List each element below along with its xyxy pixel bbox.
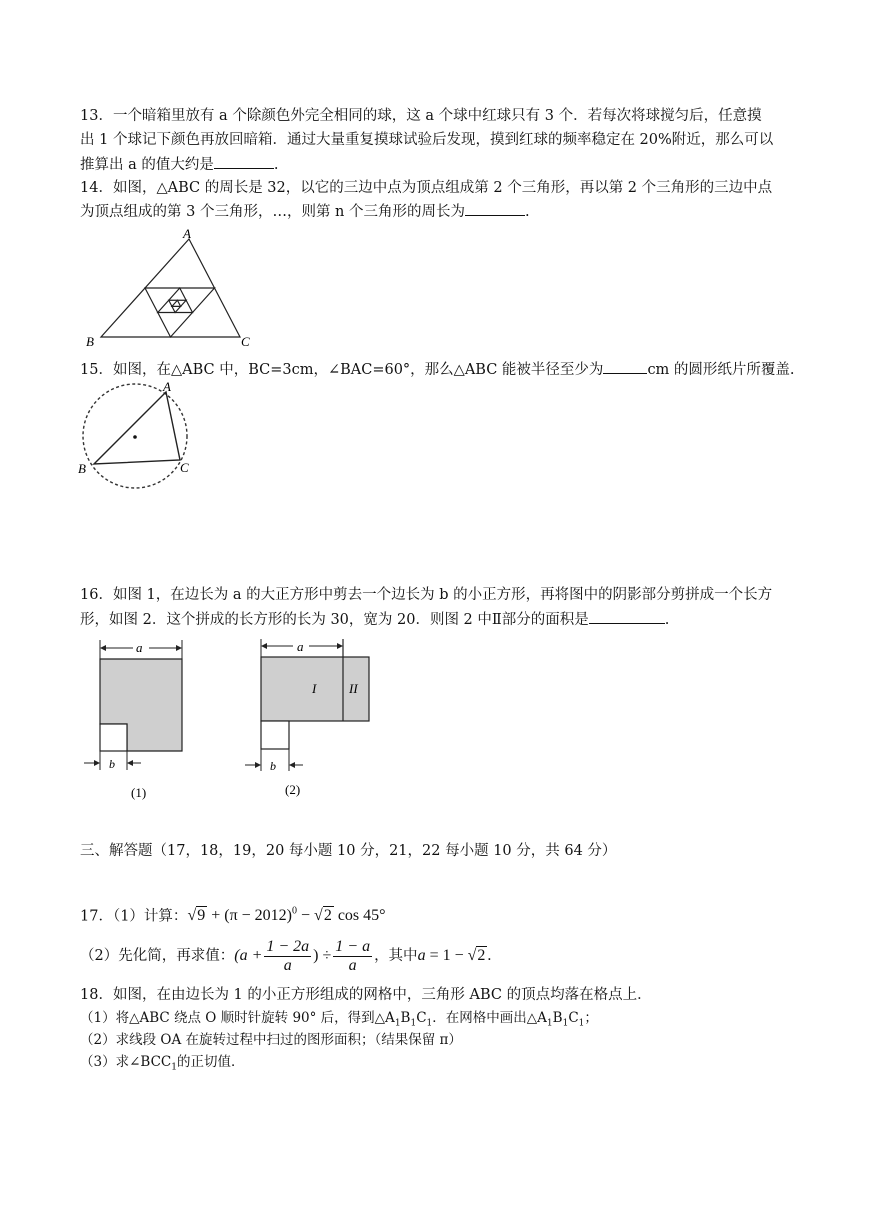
q17-frac2-num: 1 − a [335,937,371,955]
q18-p1-e: B [552,1010,563,1026]
q17-where: ，其中 [374,948,418,964]
q15-label-c: C [180,460,189,475]
q15-circle-triangle-figure [74,376,200,496]
q17-plus: + [211,907,221,925]
q18-part3 [80,1052,244,1078]
q15-triangle [94,392,180,464]
q18-p3-b: 的正切值． [176,1054,245,1070]
q18-p1-f: C [568,1010,579,1026]
q16-fig2-label-b: b [270,759,276,773]
q13-line3 [80,154,278,175]
q16-fig2-label-a: a [297,639,304,654]
q17-part1-expression: $√9 + (\pi - 2012)^0 - √2$ cos 45° [187,906,386,925]
q16-fig2-caption: (2) [285,782,301,797]
q18-p1-a: （1）将△ABC 绕点 O 顺时针旋转 90° 后，得到△A [80,1010,395,1026]
q15-center-point [133,435,137,439]
q14-triangle-5 [172,300,181,306]
q16-figure-2 [240,635,380,805]
q16-fig1-caption: (1) [131,785,147,800]
q17-cond-mid: = 1 − [425,947,468,964]
q17-power: 0 [292,906,298,917]
q18-part2: （2）求线段 OA 在旋转过程中扫过的图形面积；（结果保留 π） [80,1032,462,1048]
q17-fraction-1 [264,938,311,975]
q15-unit-text: cm 的圆形纸片所覆盖. [647,362,795,378]
q18-sub-c1: 1 [426,1018,433,1029]
q17-condition: a = 1 − √2 . [417,947,492,964]
q18-p1-d: ．在网格中画出△A [432,1010,547,1026]
q14-end: . [525,204,530,220]
q18-sub-c1-2: 1 [578,1018,585,1029]
q16-figure-1 [80,635,200,805]
q15-label-a: A [163,379,171,394]
q17-pi-expr: (π − 2012) [224,907,293,925]
q15-label-b: B [78,461,86,476]
q13-line2: 出 1 个球记下颜色再放回暗箱．通过大量重复摸球试验后发现，摸到红球的频率稳定在 20%附近，那么可以 [80,132,774,148]
q17-cond-sqrt: 2 [477,947,486,964]
q13-answer-blank [214,154,274,169]
q18-sub-c1-3: 1 [171,1062,177,1073]
q16-fig2-label-part2: II [349,681,358,696]
q17-cond-lhs: a [417,947,426,964]
q17-sqrt-9: 9 [197,907,206,925]
q17-minus: − [301,907,311,925]
q18-p1-g: ； [584,1010,598,1026]
q14-line2 [80,201,530,222]
q18-p1-b: B [400,1010,411,1026]
q15-text: 15．如图，在△ABC 中，BC=3cm，∠BAC=60°，那么△ABC 能被半径至少为 [80,362,604,378]
q17-part1 [80,902,386,926]
q14-answer-blank [465,201,525,216]
q14-text: 为顶点组成的第 3 个三角形，…，则第 n 个三角形的周长为 [80,204,465,220]
q16-fig1-small-square [100,724,127,751]
q17-fraction-2 [333,938,372,975]
q14-line1: 14．如图，△ABC 的周长是 32，以它的三边中点为顶点组成第 2 个三角形，再以第 2 个三角形的三边中点 [80,180,773,196]
q16-line2 [80,609,669,630]
q17-frac1-den: a [283,956,292,974]
q17-cos45: cos 45° [337,907,386,925]
q16-end: . [664,612,670,628]
q16-line1: 16．如图 1，在边长为 a 的大正方形中剪去一个边长为 b 的小正方形，再将图中的阴影部分剪拼成一个长方 [80,587,773,603]
q14-nested-triangles-figure [80,222,270,350]
q16-fig1-label-a: a [136,640,143,655]
q17-sqrt-2: 2 [323,907,332,925]
q17-frac2-den: a [348,956,357,974]
q17-part1-label: 17．（1）计算： [80,908,188,925]
q18-sub-b1: 1 [410,1018,417,1029]
q17-part2 [80,935,491,977]
q17-part2-label: （2）先化简，再求值： [80,948,235,964]
q14-label-a: A [183,226,191,241]
q18-sub-b1-2: 1 [562,1018,569,1029]
q16-fig2-label-part1: I [312,681,317,696]
q18-p1-c: C [416,1010,427,1026]
q16-text: 形，如图 2．这个拼成的长方形的长为 30，宽为 20．则图 2 中Ⅱ部分的面积是 [80,612,589,628]
q13-end: . [273,157,279,173]
q14-label-c: C [241,334,250,349]
q17-frac1-num: 1 − 2a [266,937,310,955]
q17-close-div: ) ÷ [313,947,332,964]
q16-fig1-label-b: b [109,757,115,771]
q16-fig2-small-square [261,721,289,749]
q18-line1: 18．如图，在由边长为 1 的小正方形组成的网格中，三角形 ABC 的顶点均落在格点上． [80,987,652,1003]
q17-open: (a + [234,947,263,964]
q14-label-b: B [86,334,94,349]
q18-sub-a1: 1 [394,1018,401,1029]
q15-answer-blank [603,359,647,374]
section-3-title: 三、解答题（17，18，19，20 每小题 10 分，21，22 每小题 10 分，共 64 分） [80,843,617,859]
q18-p3-a: （3）求∠BCC [80,1054,172,1070]
q13-line1: 13．一个暗箱里放有 a 个除颜色外完全相同的球，这 a 个球中红球只有 3 个．若每次将球搅匀后，任意摸 [80,108,762,124]
q17-cond-end: . [487,947,492,964]
q18-sub-a1-2: 1 [546,1018,553,1029]
q16-answer-blank [589,609,665,624]
q13-text: 推算出 a 的值大约是 [80,157,214,173]
q17-part2-expression [234,937,374,974]
